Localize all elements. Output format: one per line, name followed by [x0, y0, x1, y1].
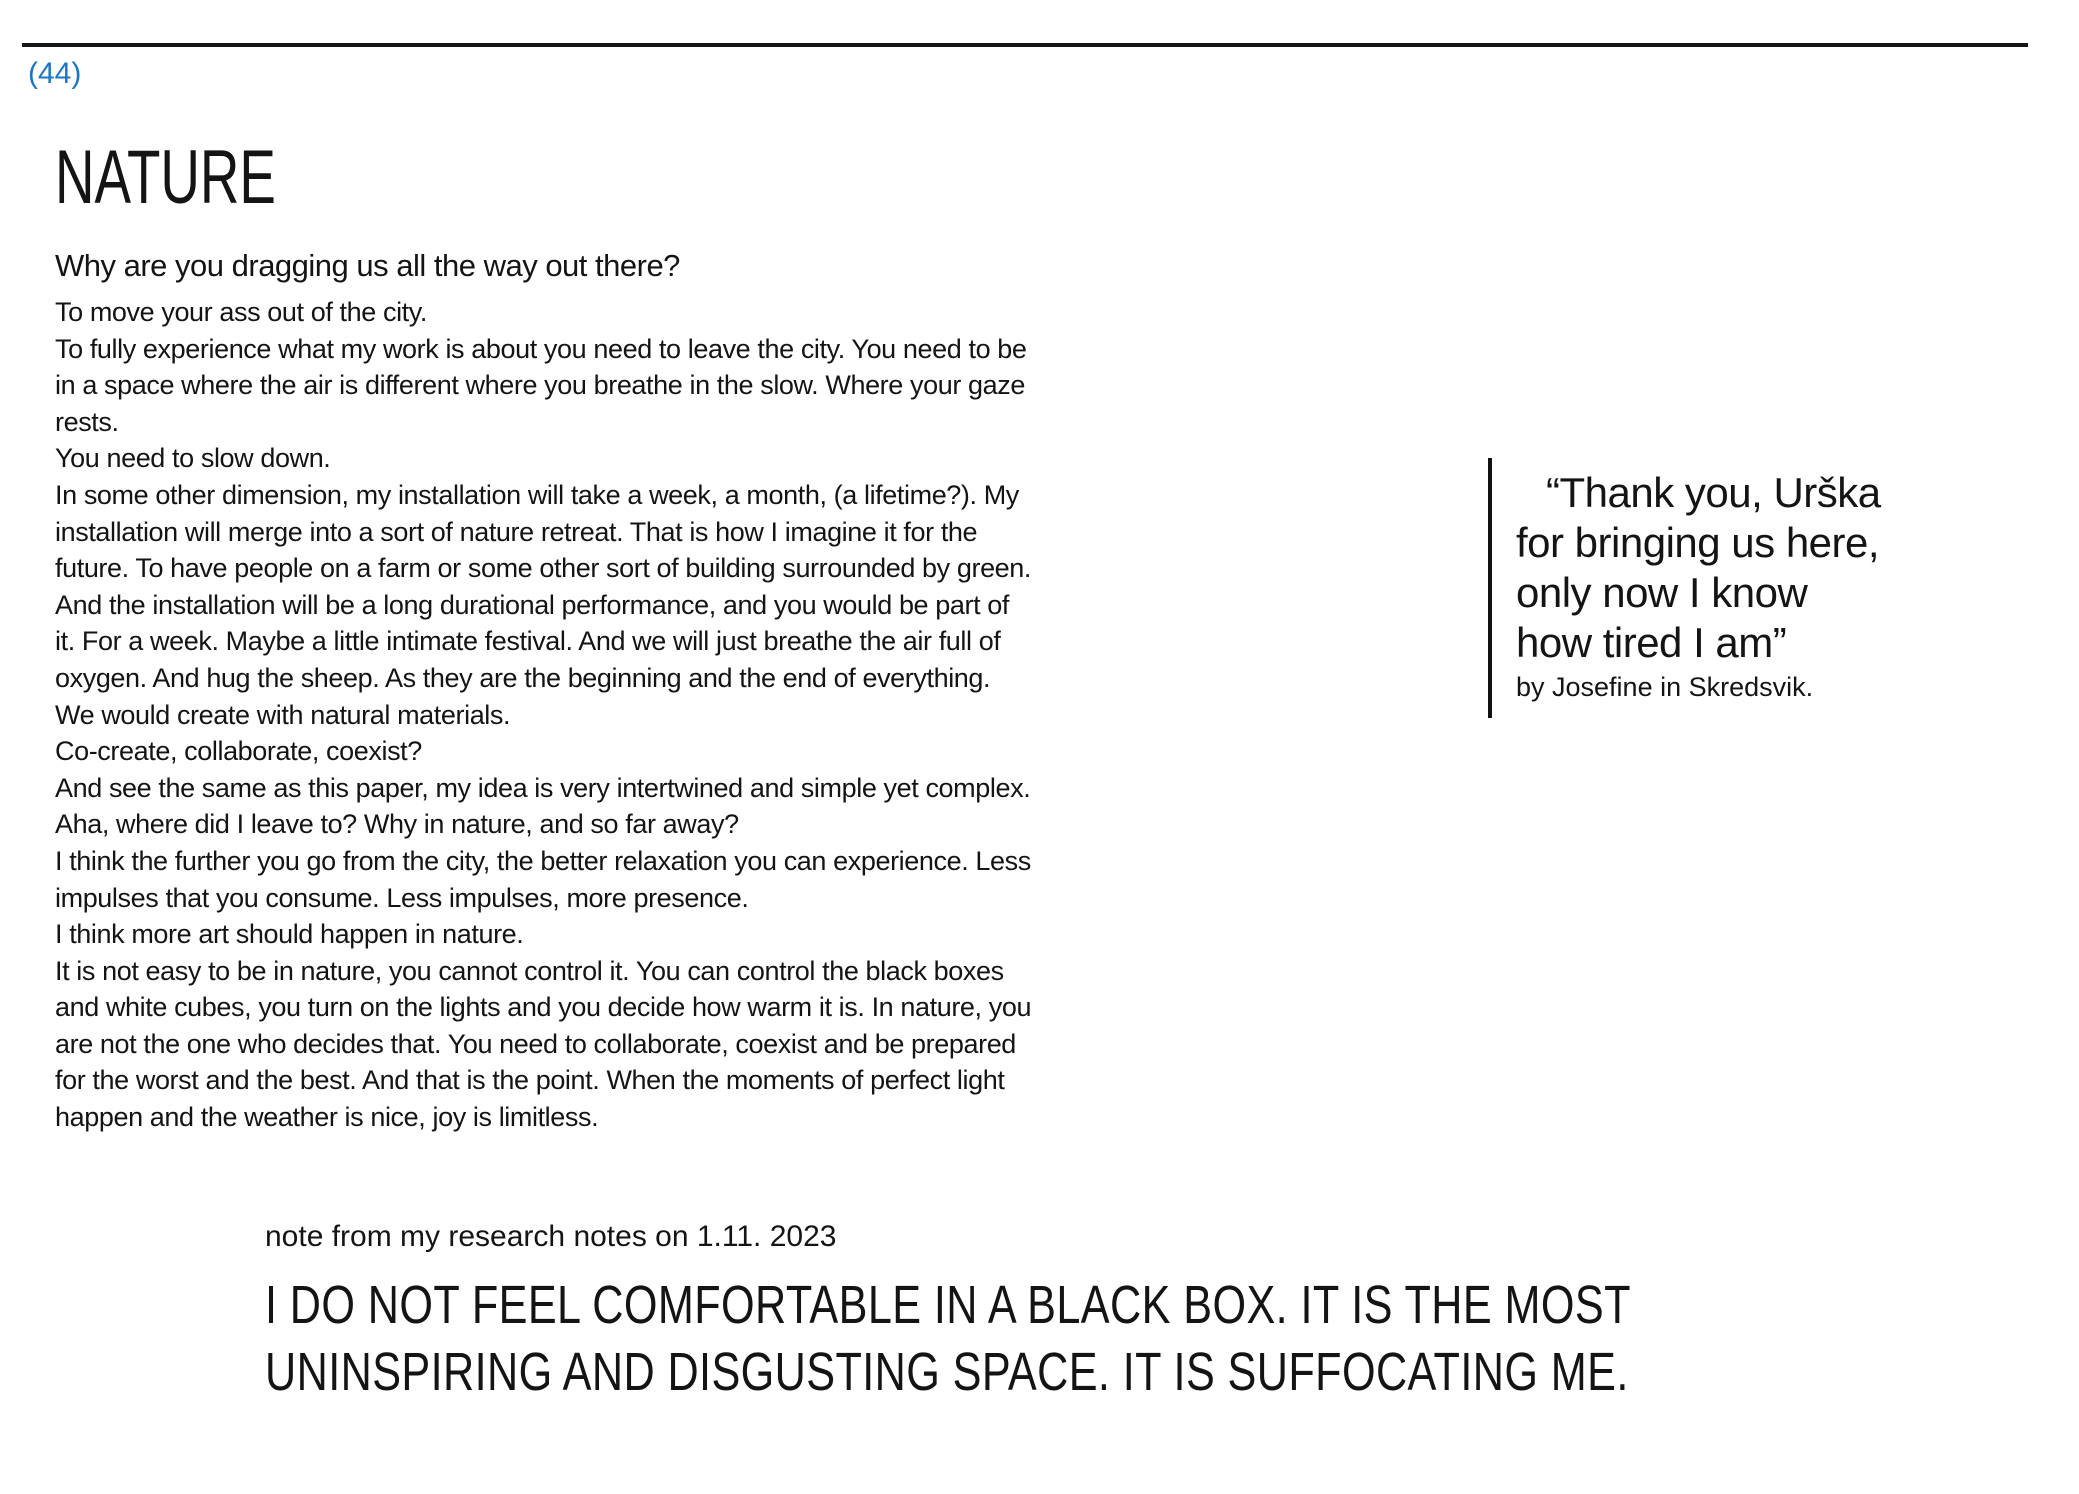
- quote-line: only now I know: [1516, 569, 1808, 616]
- body-line: And the installation will be a long durational performance, and you would be part of: [55, 589, 1010, 620]
- top-divider: [22, 43, 2028, 47]
- article-body: [55, 294, 1275, 1136]
- body-line: for the worst and the best. And that is the point. When the moments of perfect light: [55, 1065, 1005, 1096]
- body-line: Aha, where did I leave to? Why in nature, and so far away?: [55, 809, 739, 840]
- body-line: Co-create, collaborate, coexist?: [55, 736, 422, 767]
- body-line: I think more art should happen in nature.: [55, 919, 524, 950]
- pull-quote-text: [1516, 468, 1881, 668]
- body-line: future. To have people on a farm or some other sort of building surrounded by green.: [55, 553, 1032, 584]
- body-line: rests.: [55, 406, 119, 437]
- quote-line: for bringing us here,: [1516, 519, 1880, 566]
- body-line: impulses that you consume. Less impulses, more presence.: [55, 882, 749, 913]
- body-line: in a space where the air is different where you breathe in the slow. Where your gaze: [55, 370, 1025, 401]
- statement-line: I DO NOT FEEL COMFORTABLE IN A BLACK BOX. IT IS THE MOST: [265, 1275, 1631, 1335]
- body-line: It is not easy to be in nature, you cannot control it. You can control the black boxes: [55, 955, 1004, 986]
- body-line: and white cubes, you turn on the lights and you decide how warm it is. In nature, you: [55, 992, 1032, 1023]
- article-question: Why are you dragging us all the way out there?: [55, 248, 680, 283]
- note-statement: [265, 1272, 1631, 1406]
- page-title: NATURE: [55, 135, 276, 220]
- pull-quote-attribution: by Josefine in Skredsvik.: [1516, 672, 1814, 702]
- body-line: In some other dimension, my installation will take a week, a month, (a lifetime?). My: [55, 479, 1019, 510]
- body-line: We would create with natural materials.: [55, 699, 511, 730]
- body-line: And see the same as this paper, my idea is very intertwined and simple yet complex.: [55, 772, 1031, 803]
- body-line: oxygen. And hug the sheep. As they are the beginning and the end of everything.: [55, 662, 991, 693]
- body-line: it. For a week. Maybe a little intimate festival. And we will just breathe the air full of: [55, 626, 1001, 657]
- quote-line: how tired I am”: [1516, 619, 1787, 666]
- body-line: To fully experience what my work is about you need to leave the city. You need to be: [55, 333, 1027, 364]
- body-line: are not the one who decides that. You need to collaborate, coexist and be prepared: [55, 1028, 1016, 1059]
- quote-line: “Thank you, Urška: [1546, 469, 1881, 516]
- body-line: You need to slow down.: [55, 443, 331, 474]
- body-line: installation will merge into a sort of nature retreat. That is how I imagine it for the: [55, 516, 978, 547]
- body-line: To move your ass out of the city.: [55, 297, 427, 327]
- page-number-link[interactable]: (44): [28, 57, 82, 90]
- research-note: [265, 1218, 1972, 1406]
- statement-line: UNINSPIRING AND DISGUSTING SPACE. IT IS SUFFOCATING ME.: [265, 1342, 1629, 1402]
- body-line: I think the further you go from the city, the better relaxation you can experience. Less: [55, 845, 1031, 876]
- body-line: happen and the weather is nice, joy is limitless.: [55, 1102, 599, 1133]
- pull-quote: [1488, 458, 1881, 718]
- article-column: [55, 135, 1275, 1136]
- note-intro: note from my research notes on 1.11. 2023: [265, 1220, 837, 1253]
